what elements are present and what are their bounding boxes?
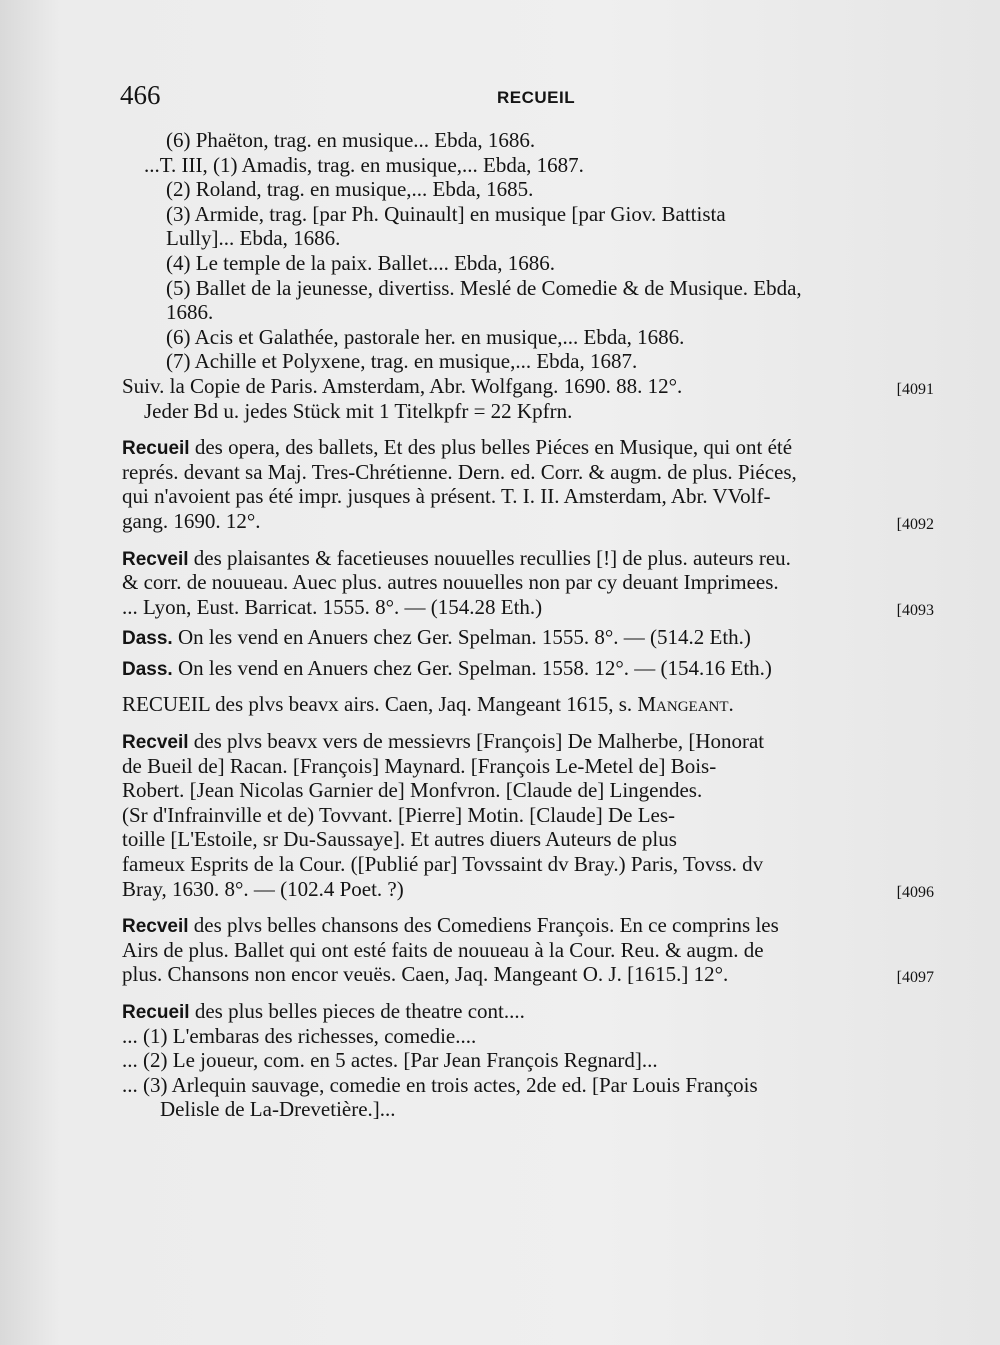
text-line: des plaisantes & facetieuses nouuelles recullies [!] de plus. auteurs reu. [188, 545, 791, 570]
entry-head: Recueil [122, 438, 190, 460]
entry-number: [4093 [896, 601, 934, 619]
text-line: des plus belles pieces de theatre cont.... [189, 999, 525, 1023]
text-line: représ. devant sa Maj. Tres-Chrétienne. Dern. ed. Corr. & augm. de plus. Piéces, [122, 459, 797, 484]
text-line: (6) Acis et Galathée, pastorale her. en musique,... Ebda, 1686. [166, 324, 685, 349]
entry-head: Dass. [122, 628, 173, 650]
entry-line [122, 913, 940, 938]
text-line: Airs de plus. Ballet qui ont esté faits de nouueau à la Cour. Reu. & augm. de [122, 937, 764, 962]
text-line: des plvs beavx vers de messievrs [François] De Malherbe, [Honorat [188, 729, 765, 754]
text-line: (6) Phaëton, trag. en musique... Ebda, 1686. [166, 128, 536, 152]
page-number: 466 [120, 80, 161, 110]
text-line: ...T. III, (1) Amadis, trag. en musique,... Ebda, 1687. [144, 152, 584, 177]
running-head: RECUEIL [497, 88, 576, 107]
text-line: On les vend en Anuers chez Ger. Spelman. 1558. 12°. — (154.16 Eth.) [172, 655, 772, 680]
text-line: (Sr d'Infrainville et de) Tovvant. [Pierre] Motin. [Claude] De Les- [122, 802, 676, 827]
text-line: qui n'avoient pas été impr. jusques à présent. T. I. II. Amsterdam, Abr. VVolf- [122, 484, 771, 509]
text-line: Robert. [Jean Nicolas Garnier de] Monfvron. [Claude de] Lingendes. [122, 778, 703, 803]
text-line: (4) Le temple de la paix. Ballet.... Ebda, 1686. [166, 250, 555, 275]
entry-line [122, 625, 940, 650]
text-line: Suiv. la Copie de Paris. Amsterdam, Abr. Wolfgang. 1690. 88. 12°. [122, 373, 683, 398]
text-line: & corr. de nouueau. Auec plus. autres nouuelles non par cy deuant Imprimees. [122, 570, 779, 595]
text-line: On les vend en Anuers chez Ger. Spelman. 1555. 8°. — (514.2 Eth.) [172, 625, 751, 650]
text-line: Lully]... Ebda, 1686. [166, 226, 341, 251]
entry-number: [4096 [896, 883, 934, 901]
entry-line [122, 546, 940, 571]
entry-line [122, 692, 940, 717]
text-line: ... Lyon, Eust. Barricat. 1555. 8°. — (154.28 Eth.) [122, 594, 543, 619]
entry-head: Recveil [122, 916, 189, 938]
text-line: (5) Ballet de la jeunesse, divertiss. Meslé de Comedie & de Musique. Ebda, [166, 275, 802, 300]
text-line: ... (3) Arlequin sauvage, comedie en trois actes, 2de ed. [Par Louis François [122, 1072, 758, 1097]
author-ref: Mangeant. [637, 692, 734, 717]
text-line: Delisle de La-Drevetière.]... [160, 1097, 396, 1122]
text-line: Jeder Bd u. jedes Stück mit 1 Titelkpfr = 22 Kpfrn. [144, 398, 573, 423]
text-line: gang. 1690. 12°. [122, 508, 261, 533]
entry-line [122, 729, 940, 754]
text-line: ... (2) Le joueur, com. en 5 actes. [Par Jean François Regnard]... [122, 1048, 658, 1073]
text-line: (7) Achille et Polyxene, trag. en musique,... Ebda, 1687. [166, 349, 638, 374]
text-line: (2) Roland, trag. en musique,... Ebda, 1685. [166, 177, 534, 202]
entry-head: Recveil [122, 732, 189, 754]
text-line: des plvs belles chansons des Comediens François. En ce comprins les [188, 913, 779, 938]
entry-line [122, 999, 940, 1024]
entry-head: Recveil [122, 548, 189, 570]
text-line: ... (1) L'embaras des richesses, comedie.... [122, 1023, 477, 1048]
text-line: 1686. [166, 300, 214, 325]
page-body [122, 128, 940, 1122]
text-line: des opera, des ballets, Et des plus belles Piéces en Musique, qui ont été [189, 435, 793, 460]
text-line: de Bueil de] Racan. [François] Maynard. [François Le-Metel de] Bois- [122, 753, 717, 778]
entry-4092 [122, 509, 940, 534]
entry-line [122, 656, 940, 681]
entry-number: [4092 [896, 515, 934, 533]
text-line: (3) Armide, trag. [par Ph. Quinault] en musique [par Giov. Battista [166, 201, 726, 226]
entry-number: [4097 [896, 969, 934, 987]
entry-4096 [122, 877, 940, 902]
text-line: fameux Esprits de la Cour. ([Publié par] Tovssaint dv Bray.) Paris, Tovss. dv [122, 852, 764, 877]
entry-4097 [122, 962, 940, 987]
text-line: RECUEIL des plvs beavx airs. Caen, Jaq. Mangeant 1615, s. [122, 692, 633, 717]
text-line: Bray, 1630. 8°. — (102.4 Poet. ?) [122, 876, 404, 901]
entry-head: Dass. [122, 658, 173, 680]
text-line: toille [L'Estoile, sr Du-Saussaye]. Et autres diuers Auteurs de plus [122, 827, 677, 852]
text-line: plus. Chansons non encor veuës. Caen, Jaq. Mangeant O. J. [1615.] 12°. [122, 962, 729, 987]
entry-number: [4091 [896, 380, 934, 398]
entry-head: Recueil [122, 1002, 190, 1023]
entry-4093 [122, 595, 940, 620]
entry-line [122, 435, 940, 460]
entry-4091 [122, 374, 940, 399]
